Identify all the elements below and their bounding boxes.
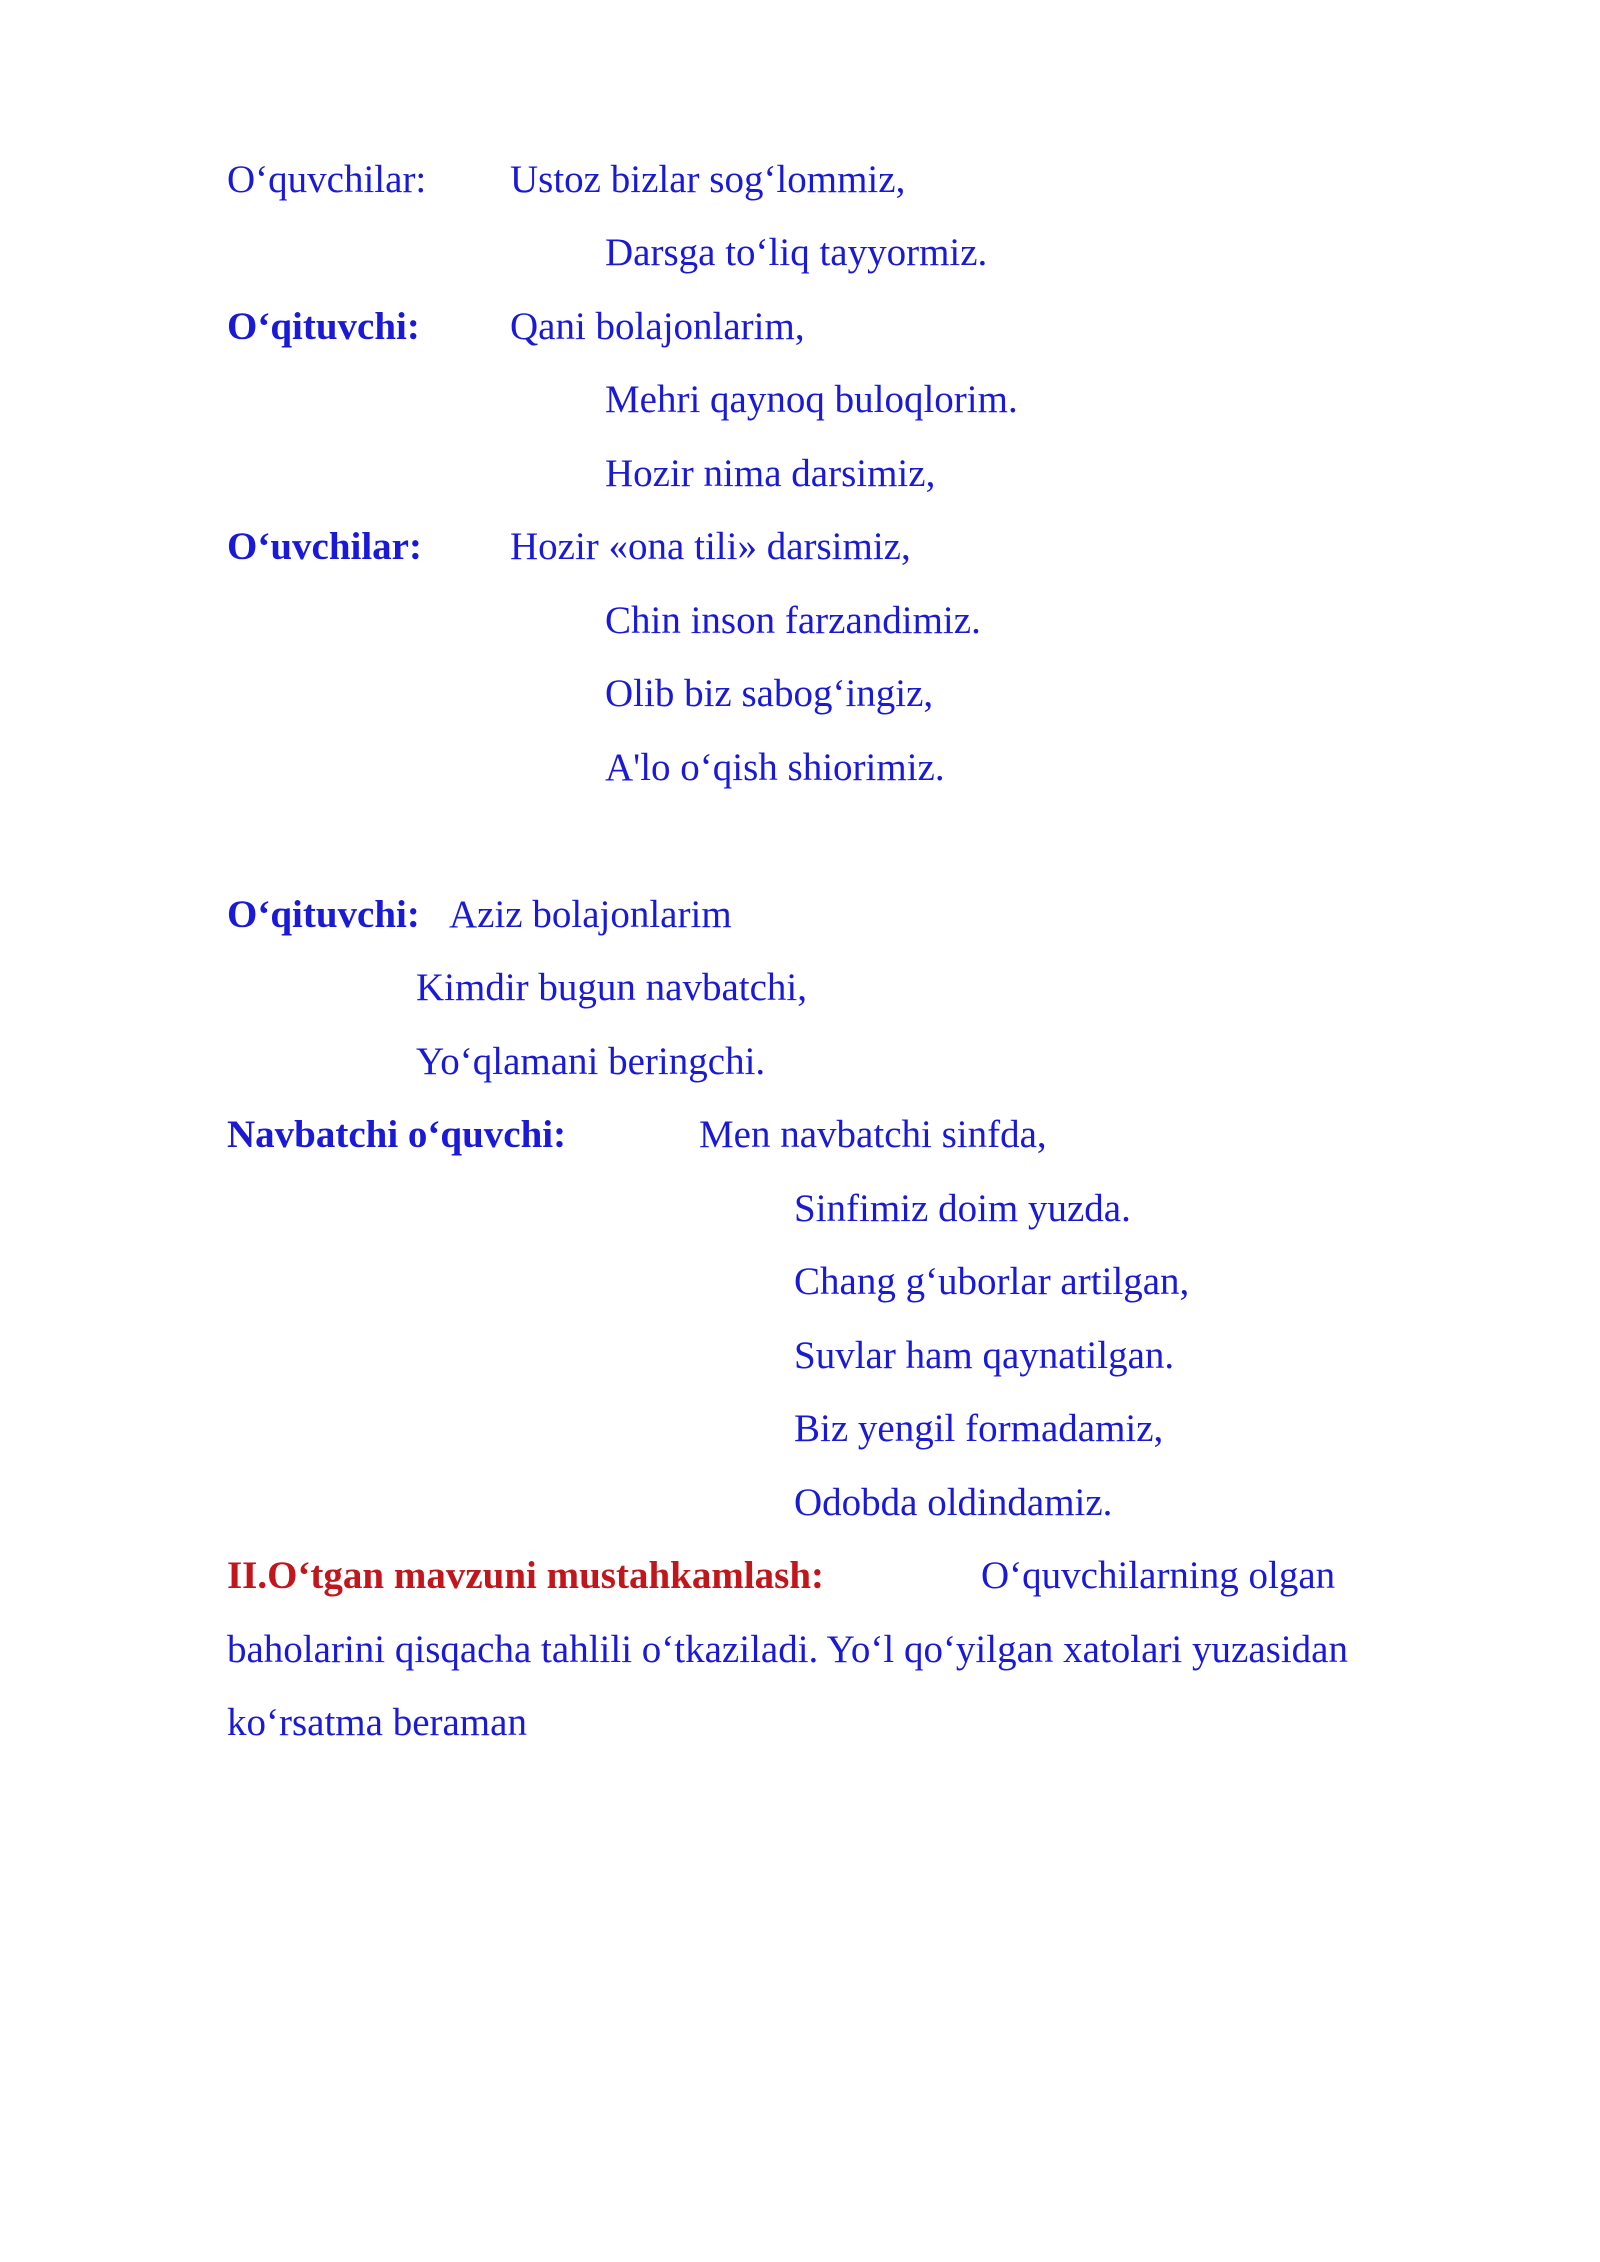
- speaker-label: Navbatchi o‘quvchi:: [227, 1113, 567, 1156]
- speaker-label: O‘qituvchi:: [227, 893, 420, 936]
- poem-line: Darsga to‘liq tayyormiz.: [605, 231, 988, 274]
- poem-line: Men navbatchi sinfda,: [699, 1113, 1047, 1156]
- paragraph-text: baholarini qisqacha tahlili o‘tkaziladi. Yo‘l qo‘yilgan xatolari yuzasidan: [227, 1628, 1348, 1671]
- poem-line: A'lo o‘qish shiorimiz.: [605, 746, 945, 789]
- speaker-label: O‘quvchilar:: [227, 158, 427, 201]
- poem-line: Hozir nima darsimiz,: [605, 452, 936, 495]
- paragraph-text: O‘quvchilarning olgan: [981, 1554, 1336, 1597]
- poem-line: Olib biz sabog‘ingiz,: [605, 672, 934, 715]
- poem-line: Hozir «ona tili» darsimiz,: [510, 525, 911, 568]
- poem-line: Suvlar ham qaynatilgan.: [794, 1334, 1175, 1377]
- poem-line: Biz yengil formadamiz,: [794, 1407, 1164, 1450]
- poem-line: Mehri qaynoq buloqlorim.: [605, 378, 1018, 421]
- poem-line: Kimdir bugun navbatchi,: [416, 966, 808, 1009]
- poem-line: Chang g‘uborlar artilgan,: [794, 1260, 1190, 1303]
- poem-line: Yo‘qlamani beringchi.: [416, 1040, 766, 1083]
- section-heading: II.O‘tgan mavzuni mustahkamlash:: [227, 1554, 825, 1597]
- speaker-label: O‘qituvchi:: [227, 305, 420, 348]
- poem-line: Odobda oldindamiz.: [794, 1481, 1113, 1524]
- poem-line: Qani bolajonlarim,: [510, 305, 805, 348]
- poem-line: Ustoz bizlar sog‘lommiz,: [510, 158, 906, 201]
- poem-line: Aziz bolajonlarim: [449, 893, 732, 936]
- speaker-label: O‘uvchilar:: [227, 525, 422, 568]
- poem-line: Chin inson farzandimiz.: [605, 599, 981, 642]
- paragraph-text: ko‘rsatma beraman: [227, 1701, 527, 1744]
- poem-line: Sinfimiz doim yuzda.: [794, 1187, 1131, 1230]
